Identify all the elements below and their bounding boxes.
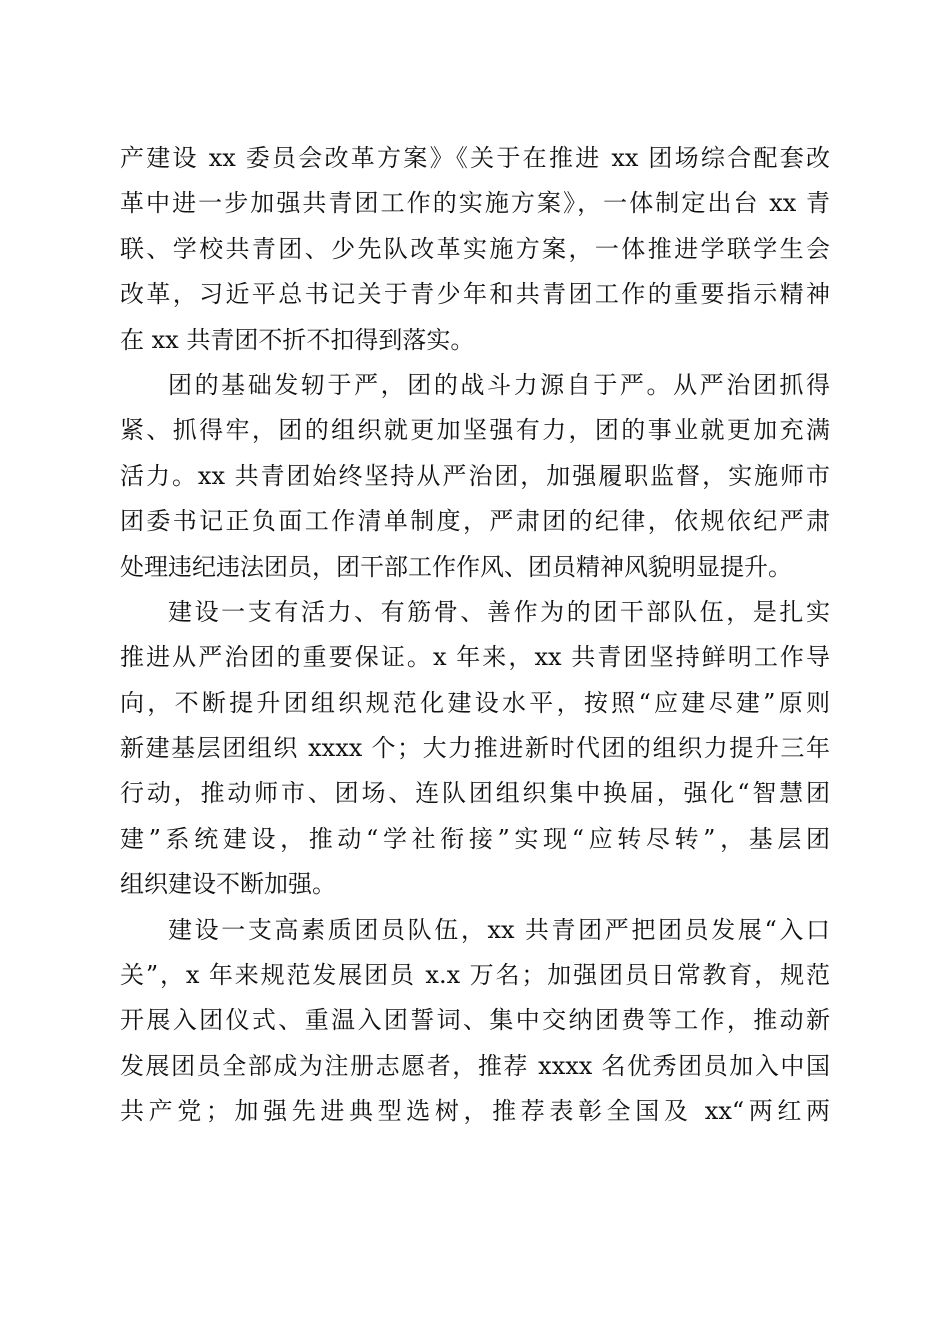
text-line: 团的基础发轫于严，团的战斗力源自于严。从严治团抓得: [168, 370, 830, 399]
text-line: 组织建设不断加强。: [120, 870, 336, 899]
body-text: [120, 136, 830, 1135]
text-line: 推进从严治团的重要保证。x 年来，xx 共青团坚持鲜明工作导: [120, 643, 830, 672]
text-line: 紧、抓得牢，团的组织就更加坚强有力，团的事业就更加充满: [120, 416, 830, 445]
text-line: 改革，习近平总书记关于青少年和共青团工作的重要指示精神: [120, 280, 830, 309]
text-line: 活力。xx 共青团始终坚持从严治团，加强履职监督，实施师市: [120, 461, 830, 490]
text-line: 在 xx 共青团不折不扣得到落实。: [120, 325, 475, 354]
text-line: 行动，推动师市、团场、连队团组织集中换届，强化“智慧团: [120, 779, 830, 808]
text-line: 处理违纪违法团员，团干部工作作风、团员精神风貌明显提升。: [120, 552, 792, 581]
text-line: 发展团员全部成为注册志愿者，推荐 xxxx 名优秀团员加入中国: [120, 1051, 830, 1080]
text-line: 联、学校共青团、少先队改革实施方案，一体推进学联学生会: [120, 234, 830, 263]
text-line: 新建基层团组织 xxxx 个；大力推进新时代团的组织力提升三年: [120, 734, 830, 763]
text-line: 建设一支有活力、有筋骨、善作为的团干部队伍，是扎实: [168, 597, 830, 626]
text-line: 革中进一步加强共青团工作的实施方案》，一体制定出台 xx 青: [120, 189, 830, 218]
text-line: 团委书记正负面工作清单制度，严肃团的纪律，依规依纪严肃: [120, 507, 830, 536]
text-line: 建”系统建设，推动“学社衔接”实现“应转尽转”，基层团: [120, 824, 830, 853]
text-line: 向，不断提升团组织规范化建设水平，按照“应建尽建”原则: [120, 688, 830, 717]
text-line: 建设一支高素质团员队伍，xx 共青团严把团员发展“入口: [168, 915, 830, 944]
text-line: 产建设 xx 委员会改革方案》《关于在推进 xx 团场综合配套改: [120, 144, 830, 172]
text-line: 开展入团仪式、重温入团誓词、集中交纳团费等工作，推动新: [120, 1006, 830, 1035]
text-line: 共产党；加强先进典型选树，推荐表彰全国及 xx“两红两: [120, 1097, 830, 1126]
text-line: 关”，x 年来规范发展团员 x.x 万名；加强团员日常教育，规范: [120, 961, 830, 990]
